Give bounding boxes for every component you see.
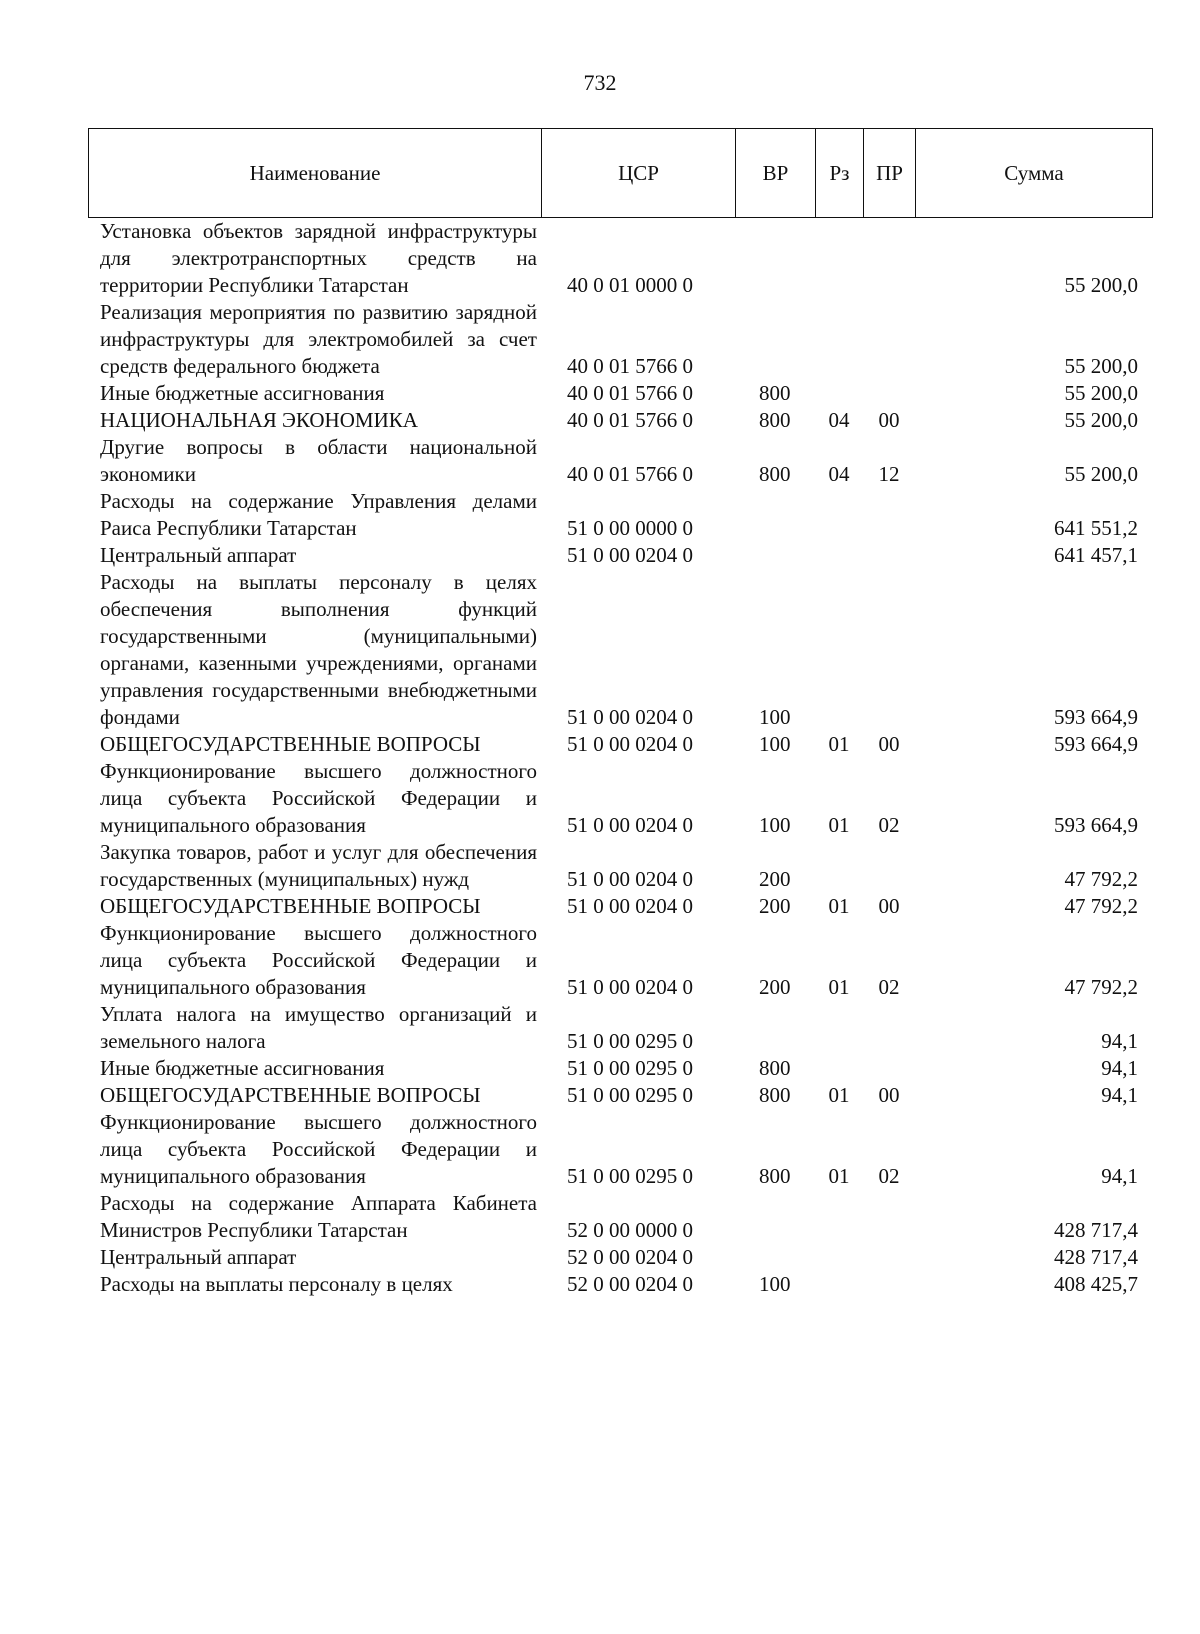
table-row bbox=[88, 407, 1152, 434]
row-pr bbox=[863, 1244, 915, 1271]
row-sum: 94,1 bbox=[1101, 1164, 1138, 1188]
row-sum: 593 664,9 bbox=[1054, 705, 1138, 729]
row-rz bbox=[815, 839, 863, 893]
row-rz bbox=[815, 488, 863, 542]
row-csr: 51 0 00 0295 0 bbox=[567, 1029, 693, 1053]
row-name: Расходы на содержание Аппарата Кабинета Министров Республики Татарстан bbox=[100, 1191, 537, 1242]
row-sum: 55 200,0 bbox=[1064, 408, 1138, 432]
row-vr bbox=[735, 1001, 815, 1055]
table-row bbox=[88, 218, 1152, 299]
row-rz: 01 bbox=[828, 894, 850, 918]
row-rz bbox=[815, 569, 863, 731]
row-rz: 01 bbox=[828, 1164, 850, 1188]
row-sum: 55 200,0 bbox=[1064, 462, 1138, 486]
row-sum: 428 717,4 bbox=[1054, 1245, 1138, 1269]
row-csr: 40 0 01 5766 0 bbox=[567, 354, 693, 378]
row-csr: 40 0 01 5766 0 bbox=[567, 462, 693, 486]
row-rz: 04 bbox=[828, 462, 850, 486]
row-pr bbox=[863, 1190, 915, 1244]
table-row bbox=[88, 1109, 1152, 1190]
row-pr bbox=[863, 542, 915, 569]
row-vr: 800 bbox=[759, 1056, 791, 1080]
table-header bbox=[88, 128, 1153, 218]
row-vr: 800 bbox=[759, 1164, 791, 1188]
row-pr bbox=[863, 1001, 915, 1055]
row-csr: 52 0 00 0204 0 bbox=[567, 1272, 693, 1296]
row-name: ОБЩЕГОСУДАРСТВЕННЫЕ ВОПРОСЫ bbox=[100, 894, 481, 918]
row-vr bbox=[735, 542, 815, 569]
row-csr: 51 0 00 0204 0 bbox=[567, 975, 693, 999]
row-rz bbox=[815, 380, 863, 407]
row-rz bbox=[815, 1055, 863, 1082]
row-sum: 641 551,2 bbox=[1054, 516, 1138, 540]
row-vr: 100 bbox=[759, 732, 791, 756]
table-row bbox=[88, 434, 1152, 488]
table-row bbox=[88, 488, 1152, 542]
row-name: Расходы на выплаты персоналу в целях обеспечения выполнения функций государственными (муниципальными) органами, казенными учреждениями, органами управления государственными внебюджетными фондами bbox=[100, 570, 537, 729]
row-sum: 55 200,0 bbox=[1064, 381, 1138, 405]
row-rz: 01 bbox=[828, 1083, 850, 1107]
header-sum: Сумма bbox=[916, 129, 1153, 218]
row-pr: 00 bbox=[878, 732, 900, 756]
header-pr: ПР bbox=[864, 129, 916, 218]
table-row bbox=[88, 1190, 1152, 1244]
row-sum: 94,1 bbox=[1101, 1029, 1138, 1053]
row-name: Центральный аппарат bbox=[100, 1245, 297, 1269]
row-pr: 00 bbox=[878, 1083, 900, 1107]
row-vr: 800 bbox=[759, 1083, 791, 1107]
row-sum: 641 457,1 bbox=[1054, 543, 1138, 567]
row-csr: 51 0 00 0204 0 bbox=[567, 867, 693, 891]
row-vr: 800 bbox=[759, 462, 791, 486]
row-sum: 428 717,4 bbox=[1054, 1218, 1138, 1242]
row-sum: 94,1 bbox=[1101, 1056, 1138, 1080]
row-name: Установка объектов зарядной инфраструктуры для электротранспортных средств на территории Республики Татарстан bbox=[100, 219, 537, 297]
row-csr: 51 0 00 0295 0 bbox=[567, 1164, 693, 1188]
row-vr: 800 bbox=[759, 381, 791, 405]
row-rz bbox=[815, 299, 863, 380]
table-row bbox=[88, 1244, 1152, 1271]
row-pr bbox=[863, 1271, 915, 1298]
row-pr: 02 bbox=[878, 813, 900, 837]
row-csr: 51 0 00 0295 0 bbox=[567, 1056, 693, 1080]
row-vr: 200 bbox=[759, 867, 791, 891]
table-row bbox=[88, 380, 1152, 407]
row-csr: 40 0 01 5766 0 bbox=[567, 381, 693, 405]
row-rz: 01 bbox=[828, 813, 850, 837]
table-row bbox=[88, 1001, 1152, 1055]
row-vr: 800 bbox=[759, 408, 791, 432]
row-sum: 593 664,9 bbox=[1054, 813, 1138, 837]
row-rz bbox=[815, 1001, 863, 1055]
row-pr bbox=[863, 839, 915, 893]
row-vr: 100 bbox=[759, 705, 791, 729]
row-rz bbox=[815, 1271, 863, 1298]
row-sum: 55 200,0 bbox=[1064, 273, 1138, 297]
row-vr: 200 bbox=[759, 975, 791, 999]
row-name: Центральный аппарат bbox=[100, 543, 297, 567]
row-name: Функционирование высшего должностного лица субъекта Российской Федерации и муниципального образования bbox=[100, 1110, 537, 1188]
row-vr bbox=[735, 1190, 815, 1244]
row-csr: 51 0 00 0204 0 bbox=[567, 543, 693, 567]
table-row bbox=[88, 758, 1152, 839]
row-csr: 51 0 00 0000 0 bbox=[567, 516, 693, 540]
row-pr: 12 bbox=[878, 462, 900, 486]
row-csr: 51 0 00 0204 0 bbox=[567, 732, 693, 756]
row-name: ОБЩЕГОСУДАРСТВЕННЫЕ ВОПРОСЫ bbox=[100, 1083, 481, 1107]
row-rz: 04 bbox=[828, 408, 850, 432]
row-csr: 51 0 00 0295 0 bbox=[567, 1083, 693, 1107]
row-vr: 100 bbox=[759, 813, 791, 837]
row-csr: 52 0 00 0204 0 bbox=[567, 1245, 693, 1269]
row-name: Функционирование высшего должностного лица субъекта Российской Федерации и муниципального образования bbox=[100, 921, 537, 999]
row-name: Иные бюджетные ассигнования bbox=[100, 1056, 385, 1080]
table-row bbox=[88, 839, 1152, 893]
page-number: 732 bbox=[583, 70, 617, 95]
row-pr: 00 bbox=[878, 894, 900, 918]
header-csr: ЦСР bbox=[542, 129, 736, 218]
table-row bbox=[88, 731, 1152, 758]
header-name: Наименование bbox=[89, 129, 542, 218]
row-rz bbox=[815, 542, 863, 569]
table-row bbox=[88, 893, 1152, 920]
row-rz bbox=[815, 218, 863, 299]
table-row bbox=[88, 1055, 1152, 1082]
row-csr: 51 0 00 0204 0 bbox=[567, 894, 693, 918]
row-csr: 52 0 00 0000 0 bbox=[567, 1218, 693, 1242]
row-pr: 02 bbox=[878, 1164, 900, 1188]
row-name: Уплата налога на имущество организаций и земельного налога bbox=[100, 1002, 537, 1053]
row-sum: 94,1 bbox=[1101, 1083, 1138, 1107]
row-sum: 593 664,9 bbox=[1054, 732, 1138, 756]
row-sum: 408 425,7 bbox=[1054, 1272, 1138, 1296]
row-pr: 02 bbox=[878, 975, 900, 999]
row-sum: 47 792,2 bbox=[1064, 975, 1138, 999]
row-sum: 47 792,2 bbox=[1064, 867, 1138, 891]
row-sum: 55 200,0 bbox=[1064, 354, 1138, 378]
table-row bbox=[88, 542, 1152, 569]
header-rz: Рз bbox=[816, 129, 864, 218]
table-row bbox=[88, 1082, 1152, 1109]
row-name: Реализация мероприятия по развитию зарядной инфраструктуры для электромобилей за счет средств федерального бюджета bbox=[100, 300, 537, 378]
row-vr bbox=[735, 488, 815, 542]
row-pr bbox=[863, 1055, 915, 1082]
header-vr: ВР bbox=[736, 129, 816, 218]
row-pr: 00 bbox=[878, 408, 900, 432]
row-vr bbox=[735, 299, 815, 380]
row-name: Закупка товаров, работ и услуг для обеспечения государственных (муниципальных) нужд bbox=[100, 840, 537, 891]
row-name: Иные бюджетные ассигнования bbox=[100, 381, 385, 405]
row-name: ОБЩЕГОСУДАРСТВЕННЫЕ ВОПРОСЫ bbox=[100, 732, 481, 756]
row-name: Другие вопросы в области национальной экономики bbox=[100, 435, 537, 486]
row-vr bbox=[735, 218, 815, 299]
table-row bbox=[88, 1271, 1152, 1298]
row-pr bbox=[863, 299, 915, 380]
row-csr: 40 0 01 0000 0 bbox=[567, 273, 693, 297]
row-pr bbox=[863, 380, 915, 407]
table-row bbox=[88, 920, 1152, 1001]
budget-table bbox=[88, 218, 1152, 1298]
table-row bbox=[88, 569, 1152, 731]
row-sum: 47 792,2 bbox=[1064, 894, 1138, 918]
row-pr bbox=[863, 488, 915, 542]
row-name: Расходы на выплаты персоналу в целях bbox=[100, 1272, 453, 1296]
row-csr: 51 0 00 0204 0 bbox=[567, 705, 693, 729]
row-name: Функционирование высшего должностного лица субъекта Российской Федерации и муниципального образования bbox=[100, 759, 537, 837]
row-csr: 40 0 01 5766 0 bbox=[567, 408, 693, 432]
row-csr: 51 0 00 0204 0 bbox=[567, 813, 693, 837]
row-pr bbox=[863, 218, 915, 299]
row-rz: 01 bbox=[828, 732, 850, 756]
row-vr bbox=[735, 1244, 815, 1271]
row-name: Расходы на содержание Управления делами Раиса Республики Татарстан bbox=[100, 489, 537, 540]
row-vr: 200 bbox=[759, 894, 791, 918]
row-name: НАЦИОНАЛЬНАЯ ЭКОНОМИКА bbox=[100, 408, 418, 432]
row-pr bbox=[863, 569, 915, 731]
table-row bbox=[88, 299, 1152, 380]
row-vr: 100 bbox=[759, 1272, 791, 1296]
row-rz: 01 bbox=[828, 975, 850, 999]
row-rz bbox=[815, 1190, 863, 1244]
row-rz bbox=[815, 1244, 863, 1271]
